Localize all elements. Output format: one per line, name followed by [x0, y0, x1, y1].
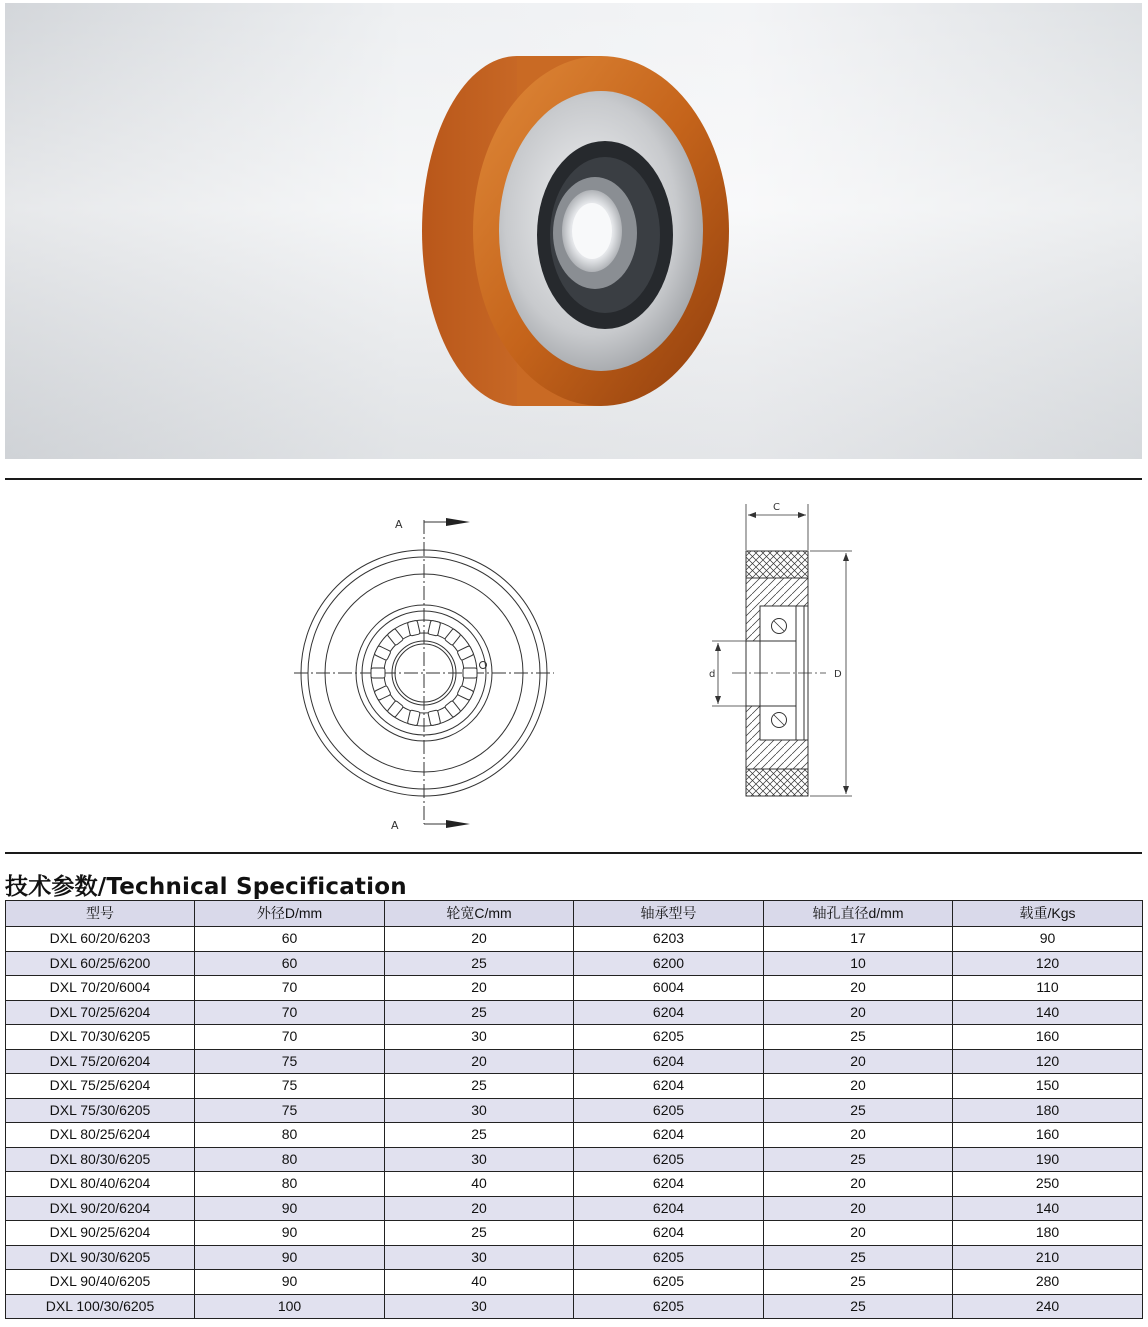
cell-bore-diameter: 20	[764, 1074, 953, 1099]
cell-model: DXL 90/25/6204	[6, 1221, 195, 1246]
cell-load: 140	[953, 1000, 1143, 1025]
technical-drawing	[0, 490, 1148, 845]
cell-wheel-width: 30	[385, 1098, 574, 1123]
cell-bearing-model: 6204	[574, 1123, 764, 1148]
cell-bearing-model: 6204	[574, 1221, 764, 1246]
cell-load: 190	[953, 1147, 1143, 1172]
polyurethane-wheel-icon	[5, 3, 1142, 459]
cell-bore-diameter: 25	[764, 1147, 953, 1172]
cell-bearing-model: 6204	[574, 1074, 764, 1099]
cell-wheel-width: 25	[385, 1000, 574, 1025]
bearing-roller	[428, 620, 441, 636]
section-title: 技术参数/Technical Specification	[5, 874, 407, 900]
cell-bore-diameter: 10	[764, 951, 953, 976]
section-mark-top: A	[395, 518, 403, 531]
cell-load: 120	[953, 951, 1143, 976]
cell-outer-diameter: 75	[195, 1098, 385, 1123]
bearing-roller	[374, 645, 391, 660]
table-row	[6, 927, 1143, 952]
table-row	[6, 1221, 1143, 1246]
section-view	[712, 504, 852, 796]
cell-outer-diameter: 80	[195, 1123, 385, 1148]
cell-model: DXL 90/30/6205	[6, 1245, 195, 1270]
cell-model: DXL 100/30/6205	[6, 1294, 195, 1319]
header-outer-diameter: 外径D/mm	[195, 901, 385, 927]
dim-bore-label: d	[709, 669, 716, 680]
cell-wheel-width: 20	[385, 976, 574, 1001]
cell-bore-diameter: 20	[764, 1123, 953, 1148]
cell-bearing-model: 6205	[574, 1270, 764, 1295]
cell-bearing-model: 6205	[574, 1245, 764, 1270]
table-row	[6, 976, 1143, 1001]
cell-bearing-model: 6205	[574, 1147, 764, 1172]
cell-outer-diameter: 90	[195, 1245, 385, 1270]
cell-model: DXL 70/20/6004	[6, 976, 195, 1001]
bearing-roller	[444, 700, 461, 717]
cell-bearing-model: 6205	[574, 1025, 764, 1050]
bearing-roller	[463, 668, 477, 678]
cell-outer-diameter: 90	[195, 1221, 385, 1246]
dim-width-label: C	[773, 502, 780, 513]
cell-outer-diameter: 90	[195, 1270, 385, 1295]
cell-wheel-width: 30	[385, 1245, 574, 1270]
section-mark-bottom: A	[391, 819, 399, 832]
cell-model: DXL 75/20/6204	[6, 1049, 195, 1074]
cell-load: 210	[953, 1245, 1143, 1270]
cell-bore-diameter: 20	[764, 1172, 953, 1197]
cell-load: 90	[953, 927, 1143, 952]
cell-model: DXL 60/25/6200	[6, 951, 195, 976]
cell-load: 240	[953, 1294, 1143, 1319]
cell-wheel-width: 40	[385, 1172, 574, 1197]
table-row	[6, 1270, 1143, 1295]
header-load: 载重/Kgs	[953, 901, 1143, 927]
cell-bearing-model: 6205	[574, 1294, 764, 1319]
cell-load: 120	[953, 1049, 1143, 1074]
cell-load: 150	[953, 1074, 1143, 1099]
bearing-roller	[371, 668, 385, 678]
cell-outer-diameter: 80	[195, 1172, 385, 1197]
cell-bore-diameter: 20	[764, 1049, 953, 1074]
cell-wheel-width: 20	[385, 1049, 574, 1074]
cell-bearing-model: 6205	[574, 1098, 764, 1123]
cell-bore-diameter: 20	[764, 1221, 953, 1246]
cell-wheel-width: 25	[385, 1074, 574, 1099]
cell-bearing-model: 6204	[574, 1196, 764, 1221]
cell-model: DXL 80/40/6204	[6, 1172, 195, 1197]
spec-header-row	[6, 901, 1143, 927]
cell-bore-diameter: 25	[764, 1098, 953, 1123]
cell-bearing-model: 6203	[574, 927, 764, 952]
table-row	[6, 1172, 1143, 1197]
dim-diameter-label: D	[834, 669, 842, 680]
table-row	[6, 1049, 1143, 1074]
table-row	[6, 1000, 1143, 1025]
bearing-roller	[457, 685, 474, 700]
bearing-roller	[457, 645, 474, 660]
divider-top	[5, 478, 1142, 480]
cell-model: DXL 70/25/6204	[6, 1000, 195, 1025]
cell-model: DXL 75/25/6204	[6, 1074, 195, 1099]
cell-outer-diameter: 100	[195, 1294, 385, 1319]
cell-wheel-width: 30	[385, 1147, 574, 1172]
cell-outer-diameter: 70	[195, 1000, 385, 1025]
cell-bore-diameter: 20	[764, 1196, 953, 1221]
cell-outer-diameter: 80	[195, 1147, 385, 1172]
cell-outer-diameter: 70	[195, 976, 385, 1001]
bearing-roller	[387, 700, 404, 717]
front-view	[294, 520, 554, 824]
table-row	[6, 1147, 1143, 1172]
table-row	[6, 951, 1143, 976]
header-model: 型号	[6, 901, 195, 927]
cell-outer-diameter: 60	[195, 951, 385, 976]
cell-outer-diameter: 70	[195, 1025, 385, 1050]
cell-bore-diameter: 25	[764, 1294, 953, 1319]
cell-load: 140	[953, 1196, 1143, 1221]
table-row	[6, 1098, 1143, 1123]
product-photo	[5, 3, 1142, 459]
cell-bearing-model: 6200	[574, 951, 764, 976]
cell-wheel-width: 20	[385, 1196, 574, 1221]
spec-table	[5, 900, 1143, 1319]
cell-outer-diameter: 75	[195, 1049, 385, 1074]
cell-bore-diameter: 17	[764, 927, 953, 952]
table-row	[6, 1245, 1143, 1270]
cell-model: DXL 90/40/6205	[6, 1270, 195, 1295]
cell-wheel-width: 40	[385, 1270, 574, 1295]
bearing-roller	[428, 710, 441, 726]
cell-load: 250	[953, 1172, 1143, 1197]
cell-bearing-model: 6204	[574, 1049, 764, 1074]
cell-bore-diameter: 20	[764, 1000, 953, 1025]
cell-load: 160	[953, 1123, 1143, 1148]
cell-model: DXL 90/20/6204	[6, 1196, 195, 1221]
cell-bore-diameter: 25	[764, 1270, 953, 1295]
cell-wheel-width: 25	[385, 951, 574, 976]
cell-load: 180	[953, 1098, 1143, 1123]
cell-bore-diameter: 25	[764, 1245, 953, 1270]
cell-model: DXL 80/30/6205	[6, 1147, 195, 1172]
header-bore-diameter: 轴孔直径d/mm	[764, 901, 953, 927]
bearing-roller	[407, 620, 420, 636]
bearing-roller	[374, 685, 391, 700]
table-row	[6, 1074, 1143, 1099]
cell-wheel-width: 25	[385, 1123, 574, 1148]
cell-model: DXL 60/20/6203	[6, 927, 195, 952]
cell-bore-diameter: 25	[764, 1025, 953, 1050]
cell-outer-diameter: 75	[195, 1074, 385, 1099]
cell-wheel-width: 25	[385, 1221, 574, 1246]
cell-model: DXL 70/30/6205	[6, 1025, 195, 1050]
cell-model: DXL 80/25/6204	[6, 1123, 195, 1148]
header-wheel-width: 轮宽C/mm	[385, 901, 574, 927]
cell-model: DXL 75/30/6205	[6, 1098, 195, 1123]
table-row	[6, 1196, 1143, 1221]
cell-bore-diameter: 20	[764, 976, 953, 1001]
table-row	[6, 1123, 1143, 1148]
cell-wheel-width: 20	[385, 927, 574, 952]
spec-table-body	[6, 927, 1143, 1319]
divider-middle	[5, 852, 1142, 854]
cell-load: 160	[953, 1025, 1143, 1050]
cell-load: 280	[953, 1270, 1143, 1295]
cell-outer-diameter: 90	[195, 1196, 385, 1221]
cell-bearing-model: 6004	[574, 976, 764, 1001]
cell-wheel-width: 30	[385, 1025, 574, 1050]
table-row	[6, 1025, 1143, 1050]
cell-bearing-model: 6204	[574, 1000, 764, 1025]
bearing-roller	[407, 710, 420, 726]
cell-load: 110	[953, 976, 1143, 1001]
header-bearing-model: 轴承型号	[574, 901, 764, 927]
bearing-roller	[444, 628, 461, 645]
table-row	[6, 1294, 1143, 1319]
cell-outer-diameter: 60	[195, 927, 385, 952]
cell-bearing-model: 6204	[574, 1172, 764, 1197]
cell-load: 180	[953, 1221, 1143, 1246]
bearing-roller	[387, 628, 404, 645]
cell-wheel-width: 30	[385, 1294, 574, 1319]
